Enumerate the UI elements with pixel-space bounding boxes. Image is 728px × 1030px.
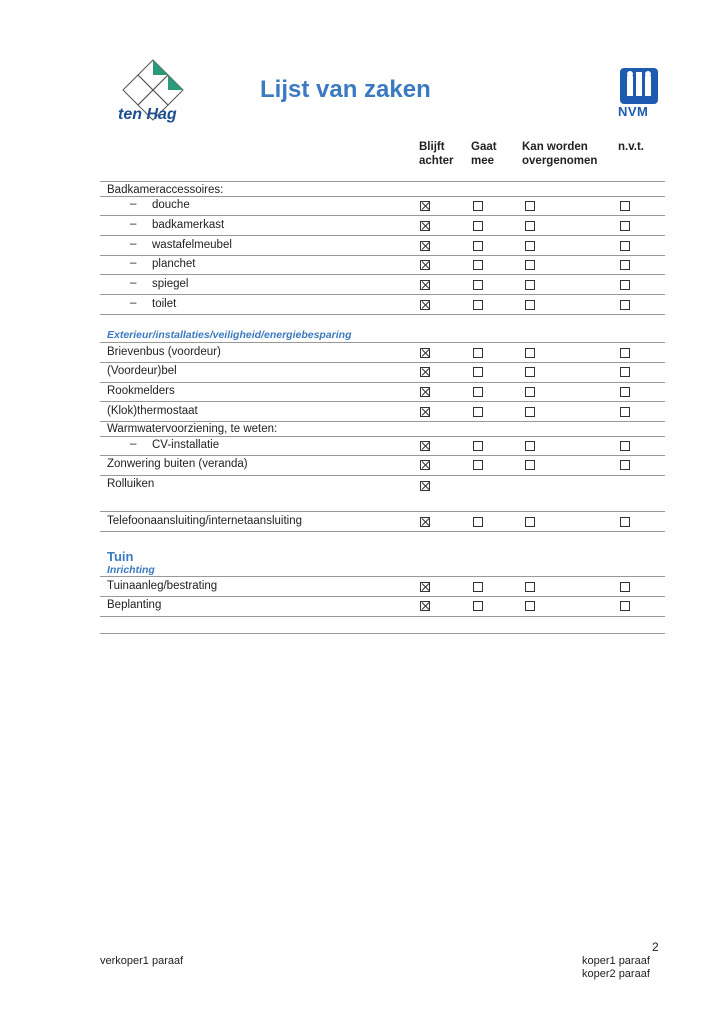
checkbox-gaat-mee[interactable] xyxy=(473,260,483,270)
checkbox-nvt[interactable] xyxy=(620,582,630,592)
col-header-blijft-achter: Blijft achter xyxy=(419,141,454,167)
checkbox-kan-worden-overgenomen[interactable] xyxy=(525,348,535,358)
checkbox-gaat-mee[interactable] xyxy=(473,348,483,358)
page-number: 2 xyxy=(652,940,659,954)
checkbox-nvt[interactable] xyxy=(620,517,630,527)
col-header-gaat-mee: Gaat mee xyxy=(471,141,497,167)
bullet-dash: – xyxy=(130,438,137,450)
checkbox-blijft-achter[interactable] xyxy=(420,387,430,397)
checkbox-nvt[interactable] xyxy=(620,460,630,470)
bullet-dash: – xyxy=(130,238,137,250)
checkbox-gaat-mee[interactable] xyxy=(473,280,483,290)
row-label-beplanting: Beplanting xyxy=(107,599,162,611)
section-tuin: Tuin xyxy=(107,549,134,564)
checkbox-nvt[interactable] xyxy=(620,441,630,451)
divider xyxy=(100,436,665,437)
checkbox-gaat-mee[interactable] xyxy=(473,387,483,397)
bullet-dash: – xyxy=(130,297,137,309)
checkbox-gaat-mee[interactable] xyxy=(473,407,483,417)
divider xyxy=(100,511,665,512)
checkbox-kan-worden-overgenomen[interactable] xyxy=(525,280,535,290)
checkbox-kan-worden-overgenomen[interactable] xyxy=(525,367,535,377)
row-label-zonwering: Zonwering buiten (veranda) xyxy=(107,458,248,470)
checkbox-kan-worden-overgenomen[interactable] xyxy=(525,582,535,592)
footer-verkoper-paraaf: verkoper1 paraaf xyxy=(100,955,184,967)
checkbox-gaat-mee[interactable] xyxy=(473,582,483,592)
divider xyxy=(100,181,665,182)
divider xyxy=(100,475,665,476)
row-label-toilet: toilet xyxy=(152,298,177,310)
checkbox-blijft-achter[interactable] xyxy=(420,407,430,417)
section-inrichting: Inrichting xyxy=(107,564,155,576)
checkbox-nvt[interactable] xyxy=(620,241,630,251)
checkbox-blijft-achter[interactable] xyxy=(420,582,430,592)
divider xyxy=(100,274,665,275)
row-label-voordeurbel: (Voordeur)bel xyxy=(107,365,177,377)
divider xyxy=(100,401,665,402)
bullet-dash: – xyxy=(130,257,137,269)
divider xyxy=(100,255,665,256)
checkbox-nvt[interactable] xyxy=(620,387,630,397)
bullet-dash: – xyxy=(130,218,137,230)
checkbox-kan-worden-overgenomen[interactable] xyxy=(525,601,535,611)
nvm-logo-text: NVM xyxy=(618,104,649,119)
checkbox-gaat-mee[interactable] xyxy=(473,441,483,451)
footer-koper1-paraaf: koper1 paraaf xyxy=(582,955,650,967)
checkbox-gaat-mee[interactable] xyxy=(473,367,483,377)
checkbox-blijft-achter[interactable] xyxy=(420,300,430,310)
checkbox-nvt[interactable] xyxy=(620,201,630,211)
divider xyxy=(100,576,665,577)
footer-koper2-paraaf: koper2 paraaf xyxy=(582,968,650,980)
checkbox-nvt[interactable] xyxy=(620,407,630,417)
divider xyxy=(100,235,665,236)
col-header-kan-worden-overgenomen: Kan worden overgenomen xyxy=(522,141,598,167)
checkbox-blijft-achter[interactable] xyxy=(420,260,430,270)
checkbox-nvt[interactable] xyxy=(620,300,630,310)
checkbox-nvt[interactable] xyxy=(620,367,630,377)
row-label-klokthermostaat: (Klok)thermostaat xyxy=(107,405,198,417)
checkbox-kan-worden-overgenomen[interactable] xyxy=(525,517,535,527)
row-label-wastafelmeubel: wastafelmeubel xyxy=(152,239,232,251)
checkbox-kan-worden-overgenomen[interactable] xyxy=(525,300,535,310)
row-label-telefoonaansluiting: Telefoonaansluiting/internetaansluiting xyxy=(107,515,303,527)
checkbox-kan-worden-overgenomen[interactable] xyxy=(525,460,535,470)
divider xyxy=(100,531,665,532)
checkbox-blijft-achter[interactable] xyxy=(420,441,430,451)
row-label-rookmelders: Rookmelders xyxy=(107,385,175,397)
row-label-rolluiken: Rolluiken xyxy=(107,478,155,490)
checkbox-gaat-mee[interactable] xyxy=(473,300,483,310)
ten-hag-logo-text: ten Hag xyxy=(118,106,177,123)
divider xyxy=(100,616,665,617)
checkbox-kan-worden-overgenomen[interactable] xyxy=(525,241,535,251)
checkbox-blijft-achter[interactable] xyxy=(420,481,430,491)
checkbox-nvt[interactable] xyxy=(620,260,630,270)
checkbox-blijft-achter[interactable] xyxy=(420,221,430,231)
divider xyxy=(100,596,665,597)
row-label-brievenbus: Brievenbus (voordeur) xyxy=(107,346,221,358)
checkbox-nvt[interactable] xyxy=(620,221,630,231)
checkbox-blijft-achter[interactable] xyxy=(420,517,430,527)
checkbox-nvt[interactable] xyxy=(620,601,630,611)
checkbox-nvt[interactable] xyxy=(620,280,630,290)
section-badkameraccessoires: Badkameraccessoires: xyxy=(107,184,224,196)
checkbox-kan-worden-overgenomen[interactable] xyxy=(525,407,535,417)
divider xyxy=(100,633,665,634)
row-label-spiegel: spiegel xyxy=(152,278,189,290)
col-header-nvt: n.v.t. xyxy=(618,141,644,153)
checkbox-gaat-mee[interactable] xyxy=(473,517,483,527)
page-title: Lijst van zaken xyxy=(260,76,431,103)
row-label-planchet: planchet xyxy=(152,258,196,270)
checkbox-kan-worden-overgenomen[interactable] xyxy=(525,201,535,211)
checkbox-kan-worden-overgenomen[interactable] xyxy=(525,387,535,397)
checkbox-blijft-achter[interactable] xyxy=(420,601,430,611)
checkbox-blijft-achter[interactable] xyxy=(420,241,430,251)
section-exterieur: Exterieur/installaties/veiligheid/energiebesparing xyxy=(107,329,352,341)
checkbox-nvt[interactable] xyxy=(620,348,630,358)
checkbox-blijft-achter[interactable] xyxy=(420,348,430,358)
row-label-douche: douche xyxy=(152,199,190,211)
divider xyxy=(100,342,665,343)
divider xyxy=(100,215,665,216)
divider xyxy=(100,455,665,456)
checkbox-kan-worden-overgenomen[interactable] xyxy=(525,221,535,231)
checkbox-kan-worden-overgenomen[interactable] xyxy=(525,441,535,451)
divider xyxy=(100,382,665,383)
bullet-dash: – xyxy=(130,198,137,210)
checkbox-gaat-mee[interactable] xyxy=(473,241,483,251)
bullet-dash: – xyxy=(130,277,137,289)
checkbox-gaat-mee[interactable] xyxy=(473,201,483,211)
checkbox-gaat-mee[interactable] xyxy=(473,601,483,611)
checkbox-blijft-achter[interactable] xyxy=(420,280,430,290)
row-label-badkamerkast: badkamerkast xyxy=(152,219,225,231)
row-label-cv-installatie: CV-installatie xyxy=(152,439,220,451)
section-warmwatervoorziening: Warmwatervoorziening, te weten: xyxy=(107,423,278,435)
divider xyxy=(100,314,665,315)
row-label-tuinaanleg: Tuinaanleg/bestrating xyxy=(107,580,218,592)
divider xyxy=(100,362,665,363)
checkbox-gaat-mee[interactable] xyxy=(473,460,483,470)
divider xyxy=(100,294,665,295)
checkbox-kan-worden-overgenomen[interactable] xyxy=(525,260,535,270)
checkbox-gaat-mee[interactable] xyxy=(473,221,483,231)
checkbox-blijft-achter[interactable] xyxy=(420,201,430,211)
checkbox-blijft-achter[interactable] xyxy=(420,460,430,470)
checkbox-blijft-achter[interactable] xyxy=(420,367,430,377)
